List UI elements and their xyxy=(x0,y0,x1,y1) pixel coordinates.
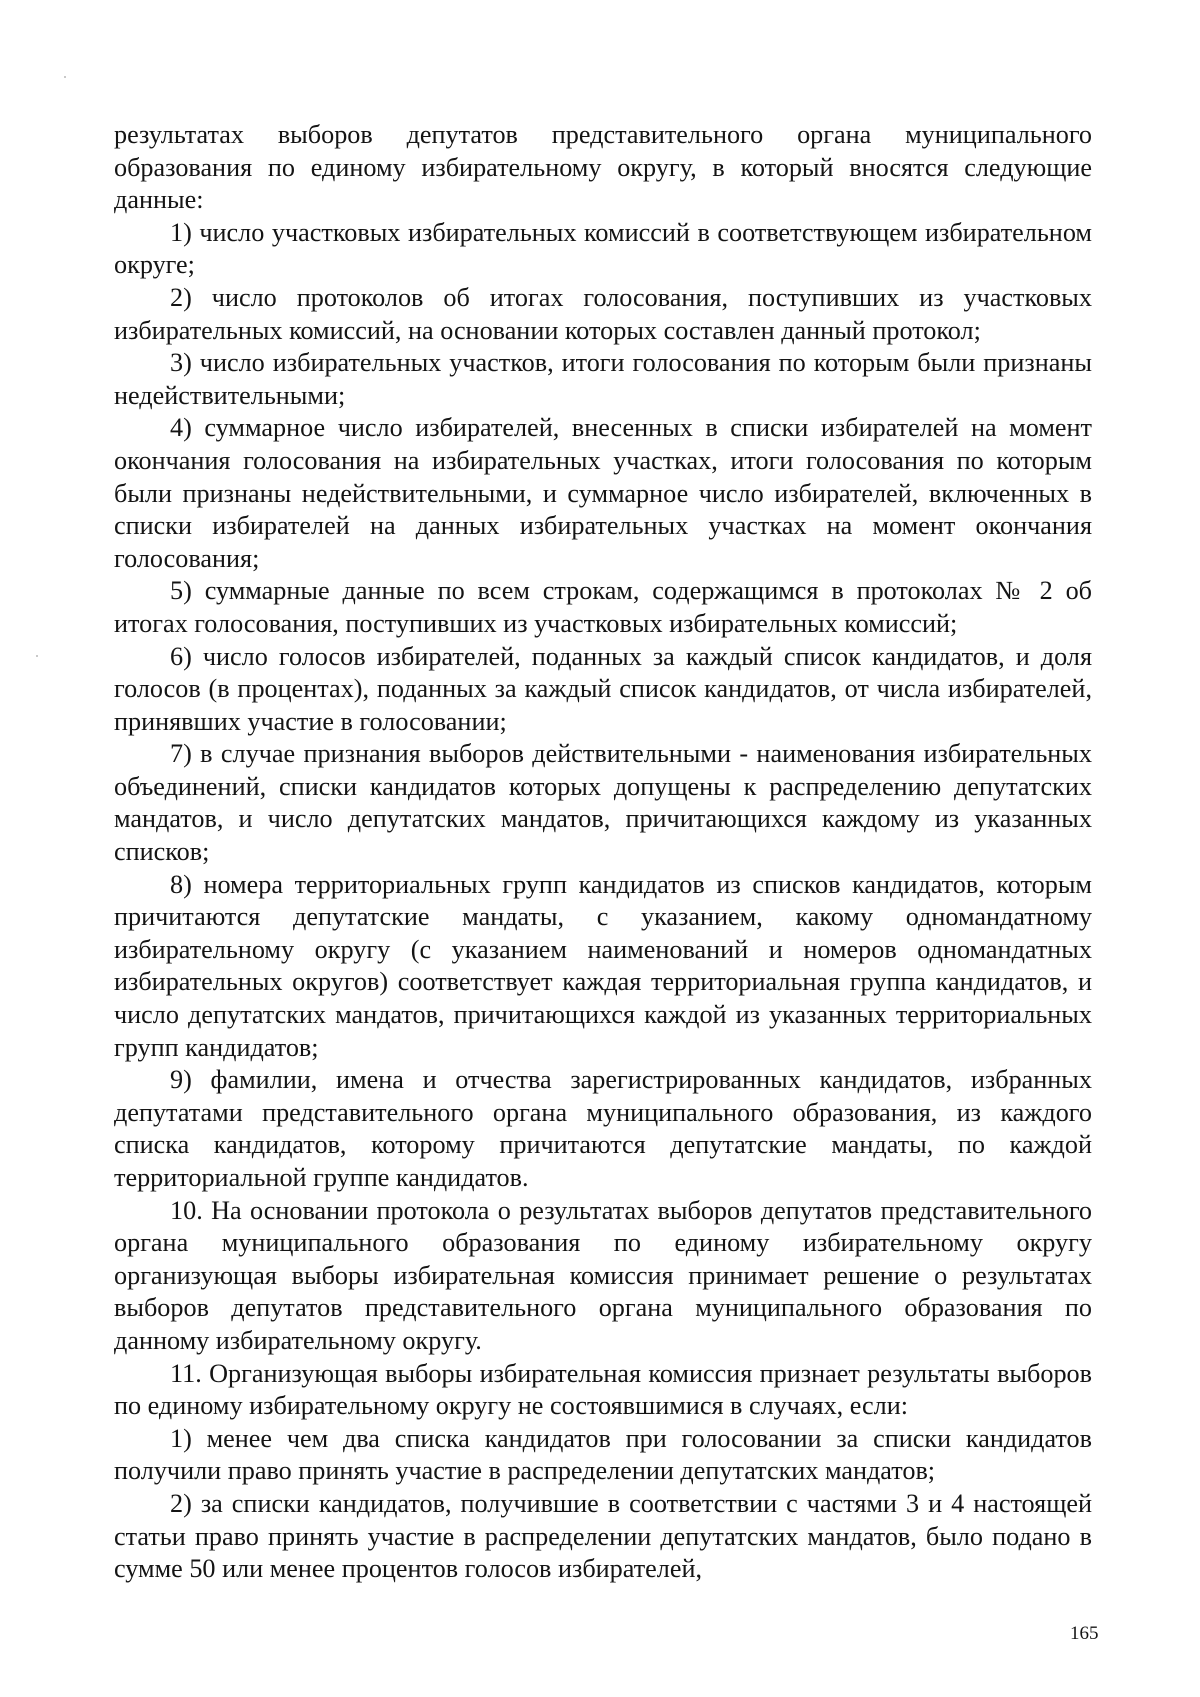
scan-speck xyxy=(64,76,66,78)
paragraph-continuation: результатах выборов депутатов представительного органа муниципального образования по единому избирательному округу, в который вносятся следующие данные: xyxy=(114,120,1092,215)
paragraph-item-6: 6) число голосов избирателей, поданных за каждый список кандидатов, и доля голосов (в процентах), поданных за каждый список кандидатов, от числа избирателей, принявших участие в голосовании; xyxy=(114,641,1092,736)
paragraph-item-3: 3) число избирательных участков, итоги голосования по которым были признаны недействительными; xyxy=(114,348,1092,410)
body-text xyxy=(114,119,1092,1586)
paragraph-section-11: 11. Организующая выборы избирательная комиссия признает результаты выборов по единому избирательному округу не состоявшимися в случаях, если: xyxy=(114,1358,1092,1421)
paragraph-item-1: 1) число участковых избирательных комиссий в соответствующем избирательном округе; xyxy=(114,217,1092,280)
paragraph-item-5: 5) суммарные данные по всем строкам, содержащимся в протоколах № 2 об итогах голосования, поступивших из участковых избирательных комиссий; xyxy=(114,576,1092,638)
scan-speck xyxy=(36,655,38,657)
paragraph-item-8: 8) номера территориальных групп кандидатов из списков кандидатов, которым причитаются депутатские мандаты, с указанием, какому одномандатному избирательному округу (с указанием наименований и номеров одномандатных избирательных округов) соответствует каждая территориальная группа кандидатов, и число депутатских мандатов, причитающихся каждой из указанных территориальных групп кандидатов; xyxy=(114,869,1092,1062)
paragraph-item-7: 7) в случае признания выборов действительными - наименования избирательных объединений, списки кандидатов которых допущены к распределению депутатских мандатов, и число депутатских мандатов, причитающихся каждому из указанных списков; xyxy=(114,739,1092,867)
page-number: 165 xyxy=(1070,1623,1099,1644)
paragraph-subitem-2: 2) за списки кандидатов, получившие в соответствии с частями 3 и 4 настоящей статьи право принять участие в распределении депутатских мандатов, было подано в сумме 50 или менее процентов голосов избирателей, xyxy=(114,1488,1092,1584)
paragraph-item-9: 9) фамилии, имена и отчества зарегистрированных кандидатов, избранных депутатами представительного органа муниципального образования, из каждого списка кандидатов, которому причитаются депутатские мандаты, по каждой территориальной группе кандидатов. xyxy=(114,1065,1092,1192)
paragraph-item-2: 2) число протоколов об итогах голосования, поступивших из участковых избирательных комиссий, на основании которых составлен данный протокол; xyxy=(114,282,1092,345)
paragraph-subitem-1: 1) менее чем два списка кандидатов при голосовании за списки кандидатов получили право принять участие в распределении депутатских мандатов; xyxy=(114,1423,1092,1486)
paragraph-item-4: 4) суммарное число избирателей, внесенных в списки избирателей на момент окончания голосования на избирательных участках, итоги голосования по которым были признаны недействительными, и суммарное число избирателей, включенных в списки избирателей на данных избирательных участках на момент окончания голосования; xyxy=(114,413,1092,573)
paragraph-section-10: 10. На основании протокола о результатах выборов депутатов представительного органа муниципального образования по единому избирательному округу организующая выборы избирательная комиссия принимает решение о результатах выборов депутатов представительного органа муниципального образования по данному избирательному округу. xyxy=(114,1195,1092,1355)
